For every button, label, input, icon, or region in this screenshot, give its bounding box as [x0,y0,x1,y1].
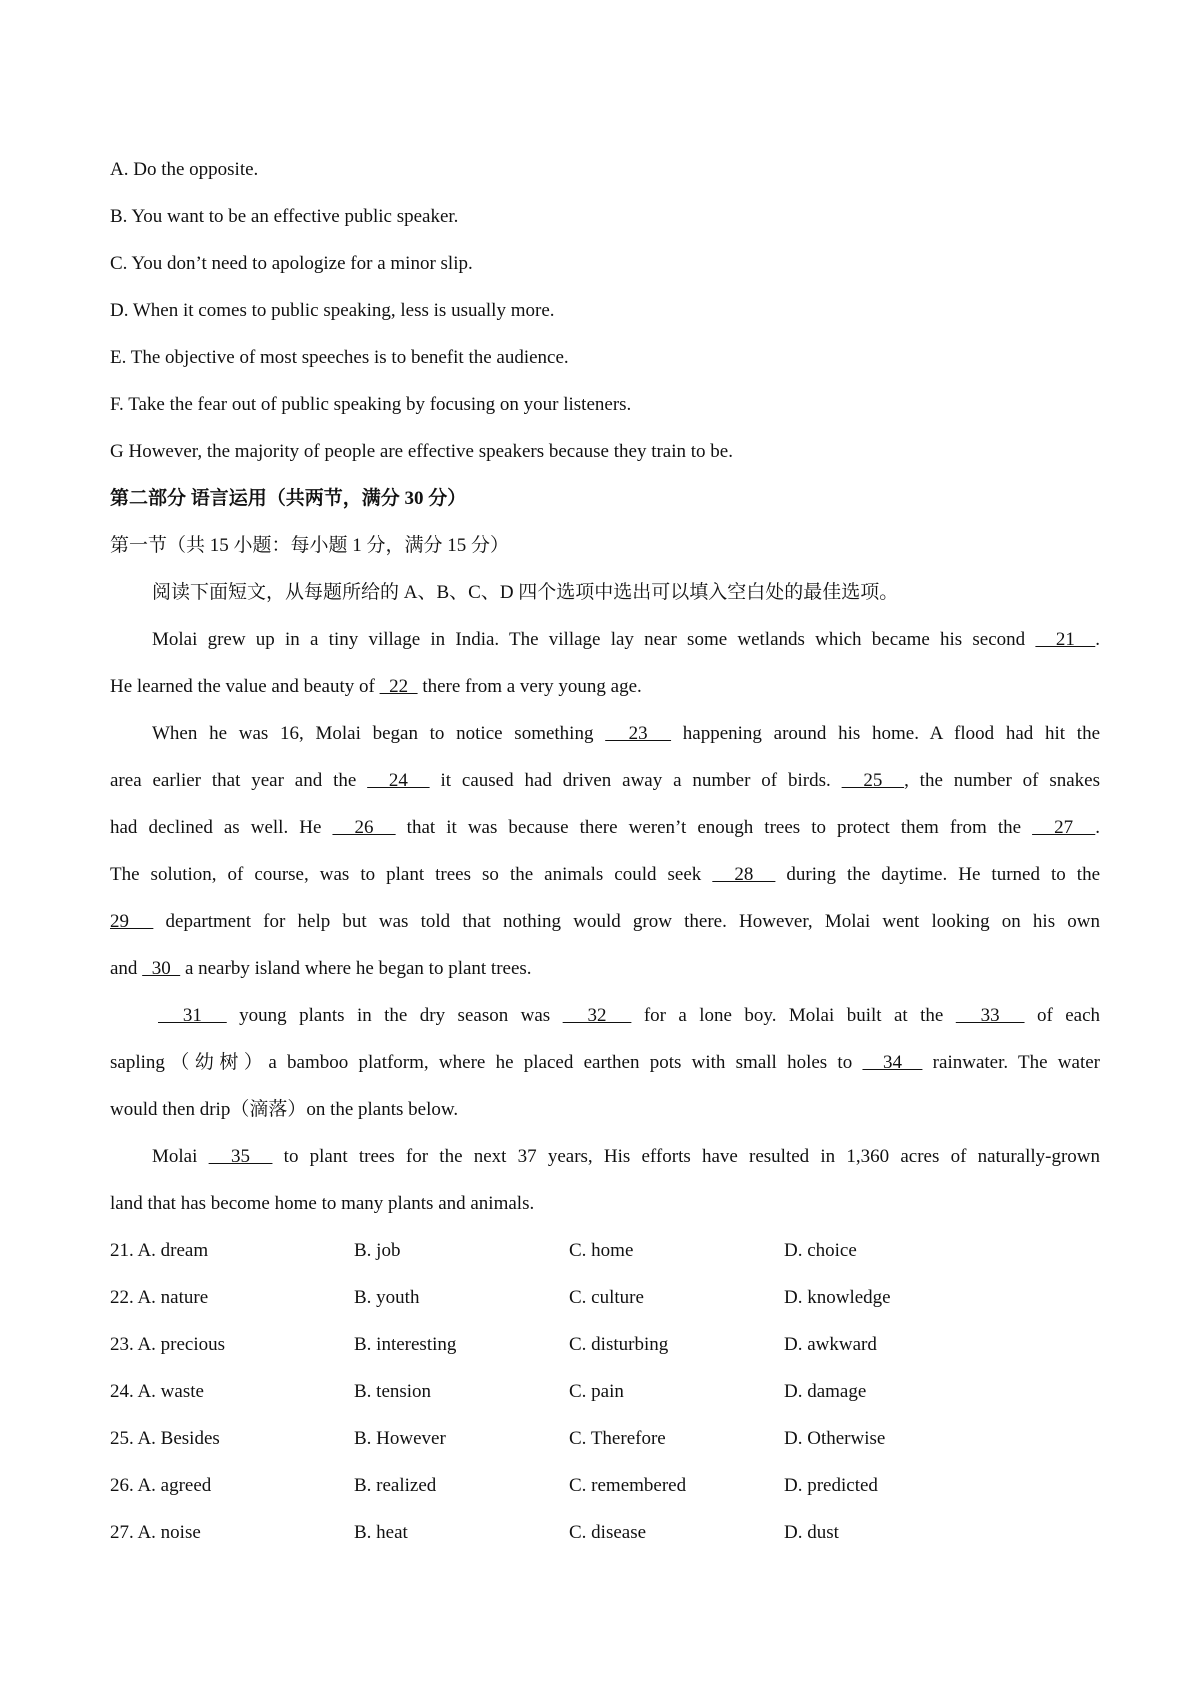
choice-a: 27. A. noise [110,1522,201,1543]
choice-b: B. youth [354,1287,420,1308]
choice-a: 25. A. Besides [110,1428,220,1449]
choice-d: D. damage [784,1381,867,1402]
passage-line [110,769,1100,793]
choice-d: D. knowledge [784,1287,891,1308]
blank-24: 24 [367,770,430,791]
text: area earlier that year and the [110,770,368,791]
passage-line [152,722,1100,746]
instruction: 阅读下面短文，从每题所给的 A、B、C、D 四个选项中选出可以填入空白处的最佳选项。 [152,582,899,603]
blank-22: 22 [379,676,418,697]
question-row [110,1239,1100,1263]
choice-d: D. dust [784,1522,839,1543]
question-row [110,1286,1100,1310]
choice-c: C. disease [569,1522,647,1543]
blank-25: 25 [841,770,905,791]
text: that it was because there weren’t enough trees to protect them from the [395,817,1033,838]
choice-b: B. job [354,1240,401,1261]
text: had declined as well. He [110,817,333,838]
passage-line [110,910,1100,934]
text: to plant trees for the next 37 years, His efforts have resulted in 1,360 acres of naturally-grown [272,1146,1101,1167]
text: for a lone boy. Molai built at the [631,1005,956,1026]
blank-27: 27 [1032,817,1096,838]
text: during the daytime. He turned to the [775,864,1101,885]
choice-a: 23. A. precious [110,1334,226,1355]
question-row [110,1474,1100,1498]
text: , the number of snakes [904,770,1100,791]
question-row [110,1333,1100,1357]
choice-b: B. tension [354,1381,432,1402]
passage-line: land that has become home to many plants and animals. [110,1193,535,1214]
choice-c: C. home [569,1240,634,1261]
text: there from a very young age. [417,676,642,697]
text: happening around his home. A flood had hit the [671,723,1100,744]
choice-b: B. However [354,1428,446,1449]
choice-c: C. culture [569,1287,644,1308]
passage-line [152,1145,1100,1169]
text: He learned the value and beauty of [110,676,380,697]
passage-line: would then drip（滴落）on the plants below. [110,1099,459,1120]
text: a nearby island where he began to plant trees. [180,958,532,979]
choice-c: C. Therefore [569,1428,666,1449]
text: . [1095,817,1101,838]
text: Molai [152,1146,209,1167]
text: . [1095,629,1101,650]
text: young plants in the dry season was [226,1005,563,1026]
choice-a: 26. A. agreed [110,1475,212,1496]
blank-34: 34 [862,1052,923,1073]
text: it caused had driven away a number of birds. [429,770,842,791]
blank-26: 26 [332,817,396,838]
section1-heading: 第一节（共 15 小题：每小题 1 分，满分 15 分） [110,535,510,556]
blank-29: 29 [110,911,154,932]
text: When he was 16, Molai began to notice something [152,723,606,744]
choice-c: C. disturbing [569,1334,669,1355]
blank-35: 35 [208,1146,273,1167]
blank-31: 31 [158,1005,227,1026]
text: Molai grew up in a tiny village in India. The village lay near some wetlands which became his second [152,629,1036,650]
option-g: G However, the majority of people are effective speakers because they train to be. [110,441,733,462]
choice-b: B. realized [354,1475,437,1496]
blank-32: 32 [562,1005,632,1026]
choice-a: 24. A. waste [110,1381,204,1402]
option-f: F. Take the fear out of public speaking by focusing on your listeners. [110,394,632,415]
choice-c: C. remembered [569,1475,687,1496]
passage-line [110,863,1100,887]
option-c: C. You don’t need to apologize for a minor slip. [110,253,473,274]
blank-21: 21 [1035,629,1096,650]
choice-b: B. interesting [354,1334,457,1355]
choice-d: D. choice [784,1240,857,1261]
question-row [110,1380,1100,1404]
question-row [110,1521,1100,1545]
blank-33: 33 [955,1005,1025,1026]
choice-d: D. Otherwise [784,1428,886,1449]
choice-d: D. awkward [784,1334,877,1355]
blank-23: 23 [605,723,672,744]
question-row [110,1427,1100,1451]
text: sapling（幼树）a bamboo platform, where he placed earthen pots with small holes to [110,1052,863,1073]
passage-line [110,957,1100,981]
text: of each [1024,1005,1101,1026]
text: and [110,958,143,979]
choice-a: 22. A. nature [110,1287,209,1308]
choice-d: D. predicted [784,1475,878,1496]
passage-line [152,628,1100,652]
option-a: A. Do the opposite. [110,159,259,180]
text: rainwater. The water [922,1052,1100,1073]
blank-28: 28 [712,864,776,885]
passage-line [158,1004,1100,1028]
passage-line [110,675,1100,699]
option-b: B. You want to be an effective public speaker. [110,206,459,227]
passage-line [110,816,1100,840]
blank-30: 30 [142,958,181,979]
text: The solution, of course, was to plant trees so the animals could seek [110,864,713,885]
passage-line [110,1051,1100,1075]
text: department for help but was told that nothing would grow there. However, Molai went looking on his own [153,911,1100,932]
choice-b: B. heat [354,1522,408,1543]
option-e: E. The objective of most speeches is to benefit the audience. [110,347,569,368]
part2-heading: 第二部分 语言运用（共两节，满分 30 分） [110,488,467,509]
choice-a: 21. A. dream [110,1240,209,1261]
option-d: D. When it comes to public speaking, less is usually more. [110,300,555,321]
choice-c: C. pain [569,1381,624,1402]
